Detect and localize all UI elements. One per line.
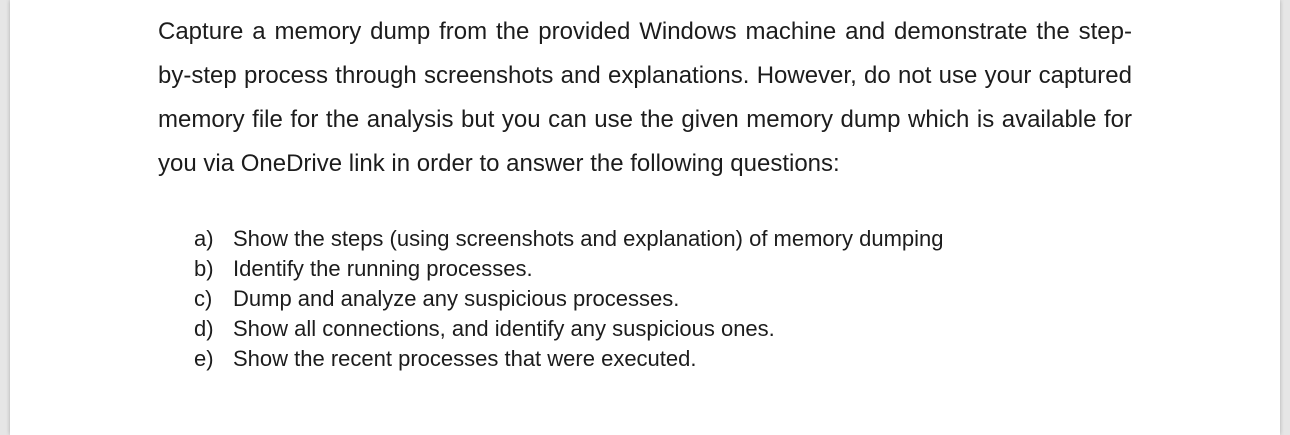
question-item-c — [194, 284, 944, 314]
question-marker: d) — [194, 316, 214, 341]
question-text: Show the recent processes that were executed. — [233, 346, 697, 371]
question-text: Dump and analyze any suspicious processes. — [233, 286, 680, 311]
question-item-d — [194, 314, 944, 344]
question-item-a — [194, 224, 944, 254]
question-text: Show all connections, and identify any suspicious ones. — [233, 316, 775, 341]
question-marker: c) — [194, 286, 213, 311]
document-page — [10, 0, 1280, 435]
intro-paragraph: Capture a memory dump from the provided Windows machine and demonstrate the step-by-step process through screenshots and explanations. However, do not use your captured memory file for the analysis but you can use the given memory dump which is available for you via OneDrive link in order to answer the following questions: — [158, 18, 1132, 177]
question-marker: e) — [194, 346, 214, 371]
question-list — [194, 224, 944, 374]
question-text: Identify the running processes. — [233, 256, 533, 281]
question-item-b — [194, 254, 944, 284]
question-marker: b) — [194, 256, 214, 281]
question-item-e — [194, 344, 944, 374]
question-marker: a) — [194, 226, 214, 251]
question-text: Show the steps (using screenshots and explanation) of memory dumping — [233, 226, 944, 251]
